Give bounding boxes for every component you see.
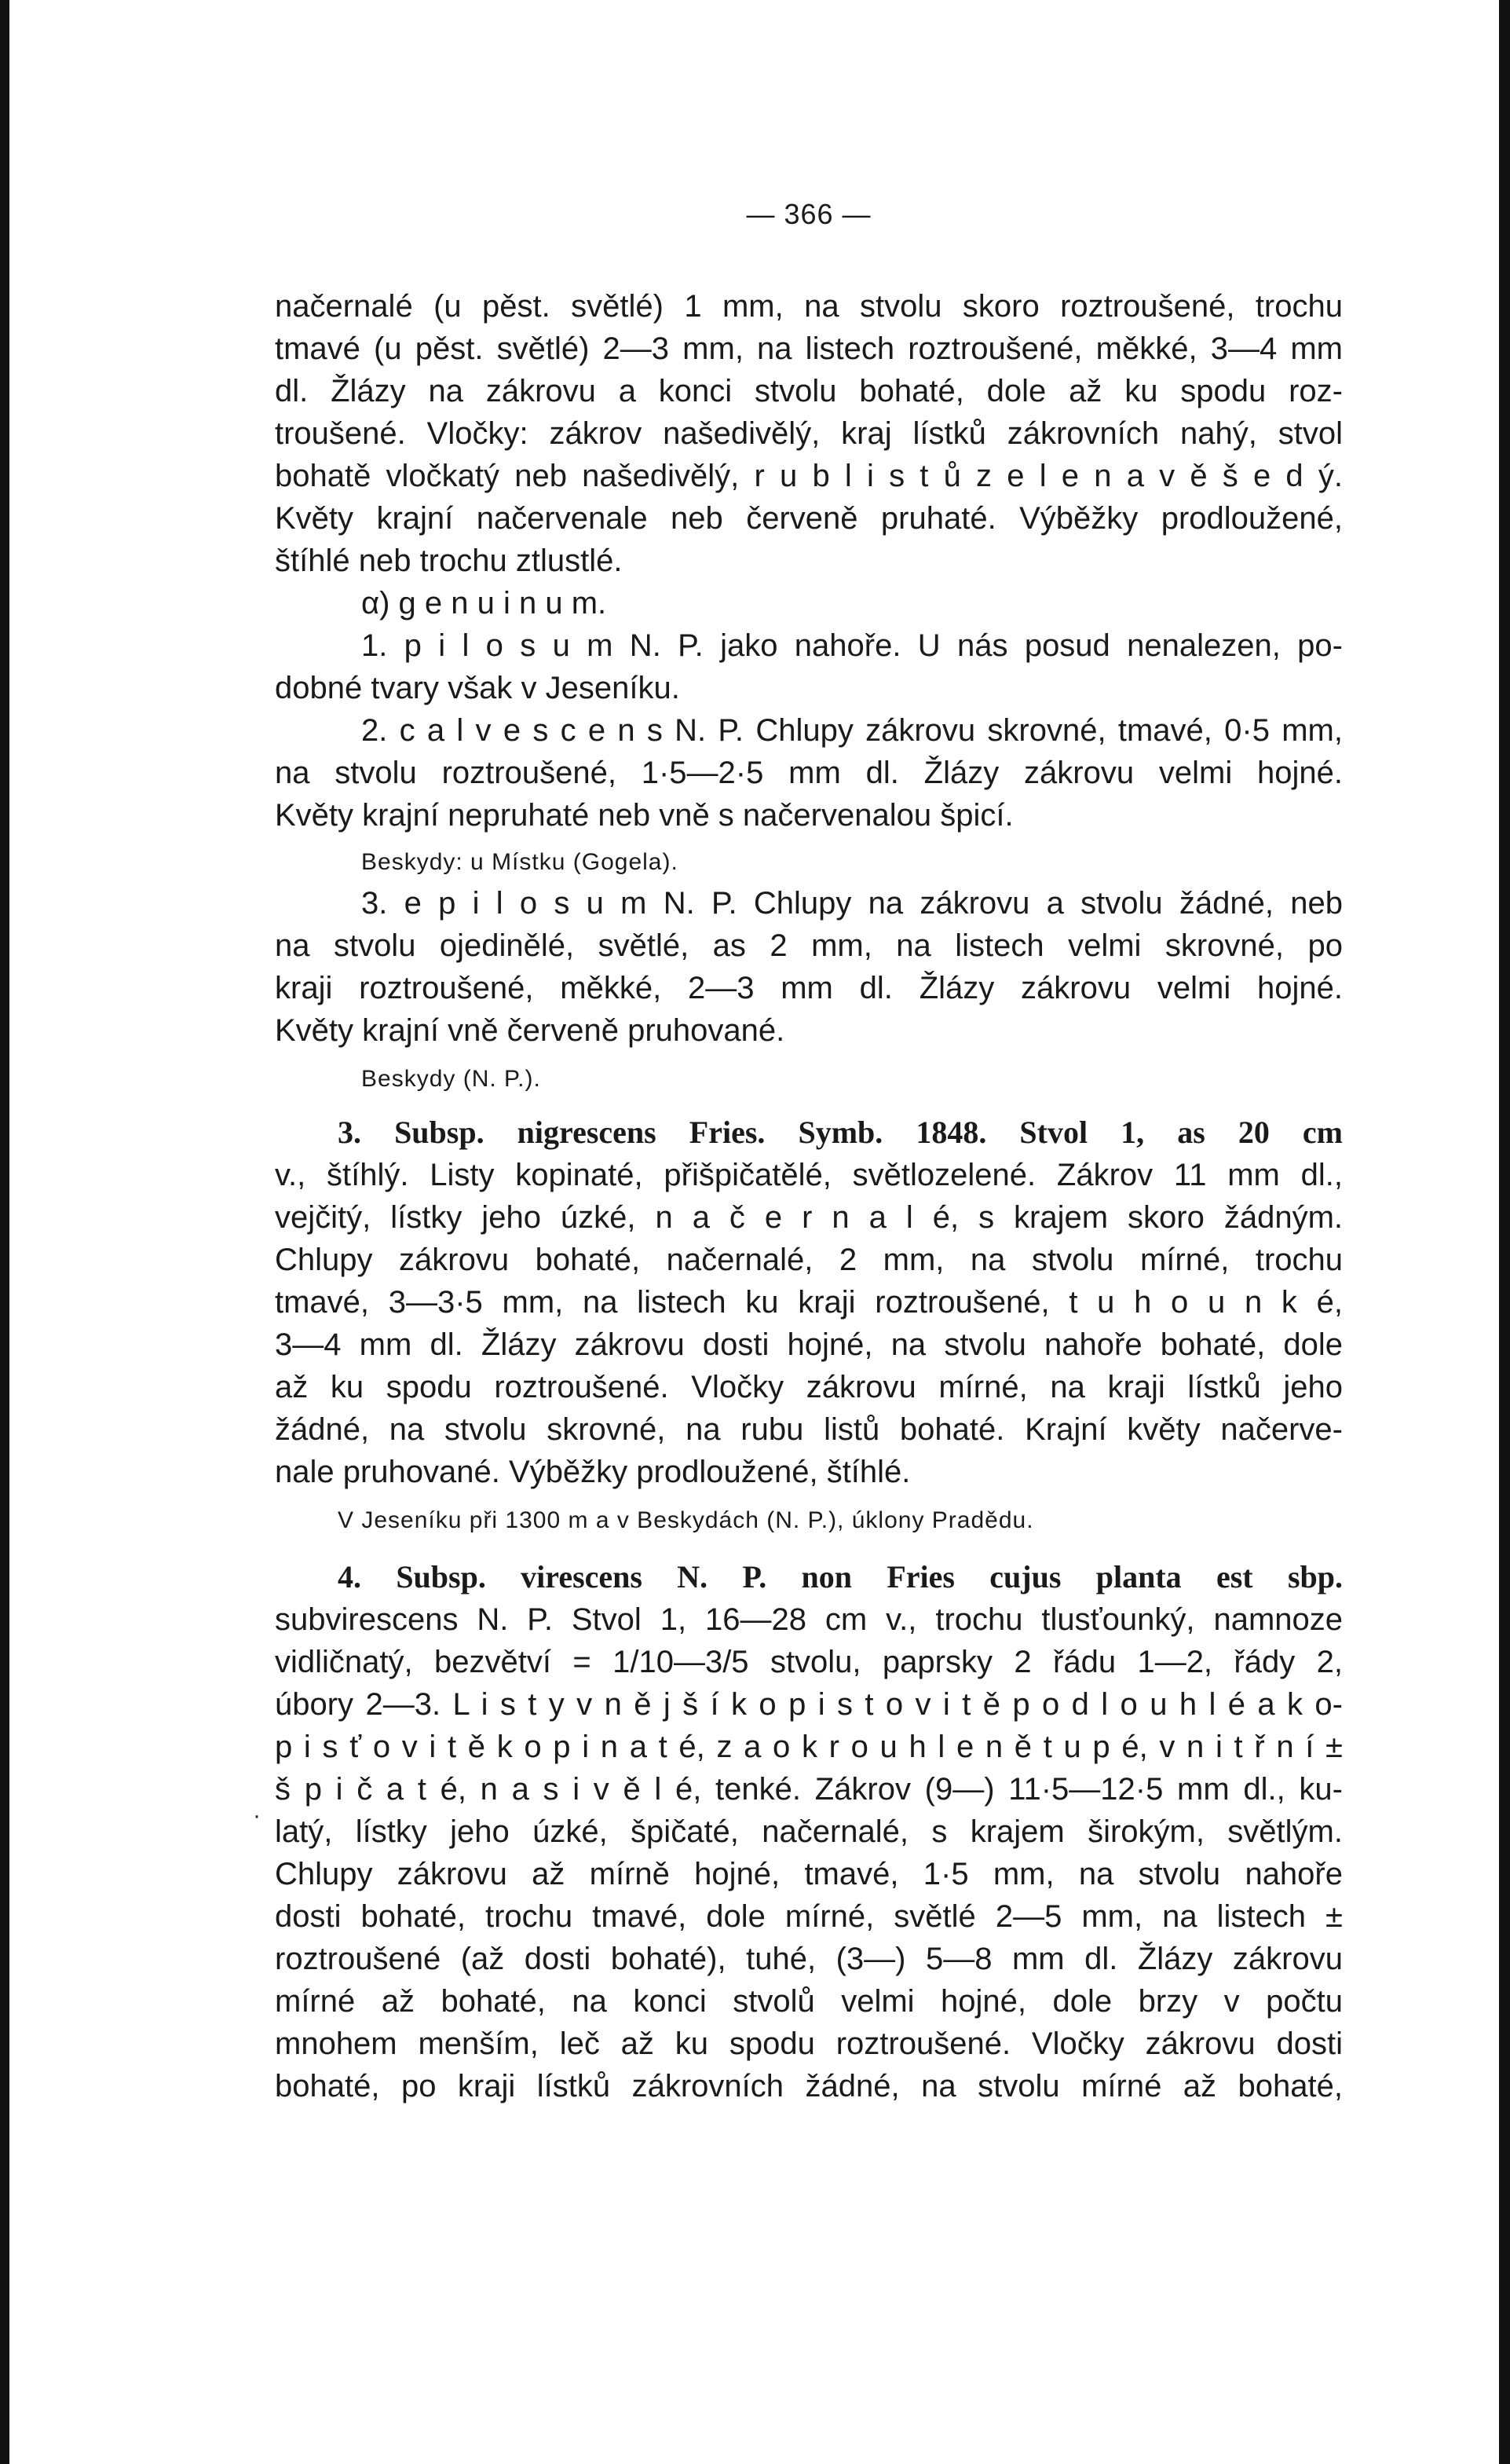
text-line: úbory 2—3. L i s t y v n ě j š í k o p i s t o v i t ě p o d l o u h l é a k o- — [275, 1687, 1343, 1722]
text-line: 1. p i l o s u m N. P. jako nahoře. U nás posud nenalezen, po- — [361, 628, 1343, 663]
text-line: štíhlé neb trochu ztlustlé. — [275, 544, 623, 578]
scan-left-edge — [0, 0, 9, 2464]
text-line: dosti bohaté, trochu tmavé, dole mírné, světlé 2—5 mm, na listech ± — [275, 1899, 1343, 1934]
subheading-genuinum: α) g e n u i n u m. — [361, 586, 607, 621]
text-line: vidličnatý, bezvětví = 1/10—3/5 stvolu, paprsky 2 řádu 1—2, řády 2, — [275, 1645, 1343, 1679]
locality-line: Beskydy (N. P.). — [361, 1066, 541, 1092]
text-line: vejčitý, lístky jeho úzké, n a č e r n a l é, s krajem skoro žádným. — [275, 1200, 1343, 1235]
text-line: p i s ť o v i t ě k o p i n a t é, z a o k r o u h l e n ě t u p é, v n i t ř n í ± — [275, 1730, 1343, 1764]
text-line: 3. e p i l o s u m N. P. Chlupy na zákrovu a stvolu žádné, neb — [361, 886, 1343, 921]
text-line: Květy krajní vně červeně pruhované. — [275, 1013, 785, 1048]
text-line: 2. c a l v e s c e n s N. P. Chlupy zákrovu skrovné, tmavé, 0·5 mm, — [361, 713, 1343, 748]
text-line: Chlupy zákrovu až mírně hojné, tmavé, 1·5 mm, na stvolu nahoře — [275, 1857, 1343, 1891]
scan-right-edge — [1499, 0, 1510, 2464]
text-line: mírné až bohaté, na konci stvolů velmi hojné, dole brzy v počtu — [275, 1984, 1343, 2019]
text-line: na stvolu roztroušené, 1·5—2·5 mm dl. Žlázy zákrovu velmi hojné. — [275, 756, 1343, 790]
text-line: mnohem menším, leč až ku spodu roztroušené. Vločky zákrovu dosti — [275, 2026, 1343, 2061]
book-page — [253, 0, 1343, 2464]
text-line: 3—4 mm dl. Žlázy zákrovu dosti hojné, na stvolu nahoře bohaté, dole — [275, 1327, 1343, 1362]
text-line: dl. Žlázy na zákrovu a konci stvolu bohaté, dole až ku spodu roz- — [275, 374, 1343, 408]
text-line: až ku spodu roztroušené. Vločky zákrovu mírné, na kraji lístků jeho — [275, 1370, 1343, 1404]
text-line: kraji roztroušené, měkké, 2—3 mm dl. Žlázy zákrovu velmi hojné. — [275, 971, 1343, 1005]
text-line: latý, lístky jeho úzké, špičaté, načernalé, s krajem širokým, světlým. — [275, 1814, 1343, 1849]
text-line: roztroušené (až dosti bohaté), tuhé, (3—) 5—8 mm dl. Žlázy zákrovu — [275, 1942, 1343, 1976]
subspecies-heading: 3. Subsp. nigrescens Fries. Symb. 1848. Stvol 1, as 20 cm — [338, 1115, 1343, 1150]
text-line: bohaté, po kraji lístků zákrovních žádné, na stvolu mírné až bohaté, — [275, 2069, 1343, 2103]
text-line: načernalé (u pěst. světlé) 1 mm, na stvolu skoro roztroušené, trochu — [275, 289, 1343, 324]
text-line: Chlupy zákrovu bohaté, načernalé, 2 mm, na stvolu mírné, trochu — [275, 1243, 1343, 1277]
text-line: troušené. Vločky: zákrov našedivělý, kraj lístků zákrovních nahý, stvol — [275, 416, 1343, 451]
subspecies-heading: 4. Subsp. virescens N. P. non Fries cujus planta est sbp. — [338, 1559, 1343, 1594]
text-line: bohatě vločkatý neb našedivělý, r u b l i s t ů z e l e n a v ě š e d ý. — [275, 459, 1343, 493]
text-line: Květy krajní načervenale neb červeně pruhaté. Výběžky prodloužené, — [275, 501, 1343, 536]
text-line: nale pruhované. Výběžky prodloužené, štíhlé. — [275, 1455, 911, 1489]
locality-line: V Jeseníku při 1300 m a v Beskydách (N. P.), úklony Pradědu. — [338, 1507, 1034, 1533]
page-number: — 366 — — [746, 198, 872, 230]
locality-line: Beskydy: u Místku (Gogela). — [361, 849, 678, 875]
stray-mark: · — [253, 1803, 261, 1829]
text-line: v., štíhlý. Listy kopinaté, přišpičatělé, světlozelené. Zákrov 11 mm dl., — [275, 1158, 1343, 1192]
text-line: š p i č a t é, n a s i v ě l é, tenké. Zákrov (9—) 11·5—12·5 mm dl., ku- — [275, 1772, 1343, 1807]
text-line: subvirescens N. P. Stvol 1, 16—28 cm v., trochu tlusťounký, namnoze — [275, 1602, 1343, 1637]
text-line: dobné tvary však v Jeseníku. — [275, 671, 680, 705]
text-line: Květy krajní nepruhaté neb vně s načervenalou špicí. — [275, 798, 1014, 833]
text-line: tmavé, 3—3·5 mm, na listech ku kraji roztroušené, t u h o u n k é, — [275, 1285, 1343, 1320]
text-line: žádné, na stvolu skrovné, na rubu listů bohaté. Krajní květy načerve- — [275, 1412, 1343, 1447]
text-line: tmavé (u pěst. světlé) 2—3 mm, na listech roztroušené, měkké, 3—4 mm — [275, 331, 1343, 366]
text-line: na stvolu ojedinělé, světlé, as 2 mm, na listech velmi skrovné, po — [275, 928, 1343, 963]
